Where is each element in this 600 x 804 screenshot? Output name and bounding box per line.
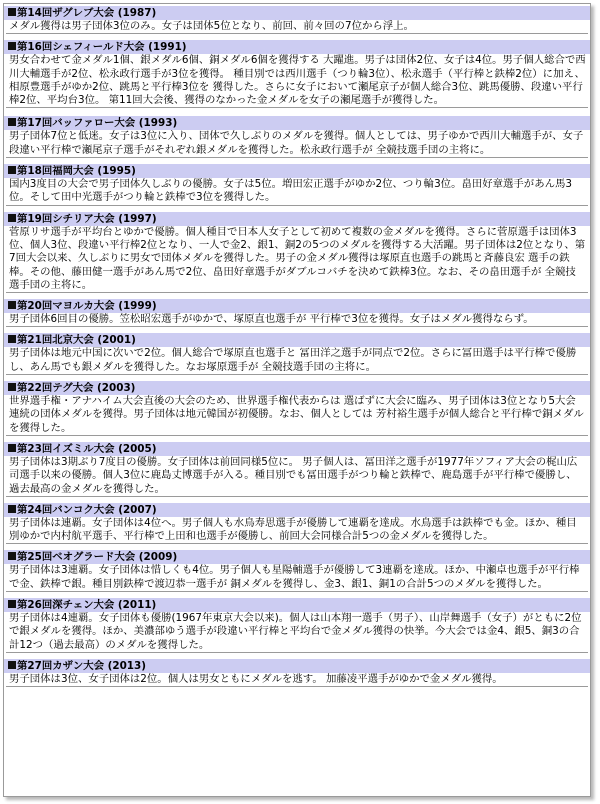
tournament-section [4,299,590,327]
section-header [4,40,590,54]
section-title: 第17回バッファロー大会 (1993) [17,117,178,130]
section-divider [6,107,588,108]
section-header [4,333,590,347]
section-divider [6,435,588,436]
section-title: 第16回シェフィールド大会 (1991) [17,41,187,54]
section-divider [6,157,588,158]
tournament-section [4,598,590,653]
section-title: 第24回バンコク大会 (2007) [17,503,157,516]
section-header [4,164,590,178]
section-title: 第26回深チェン大会 (2011) [17,599,157,612]
section-body: 男子団体は3連覇。女子団体は惜しくも4位。男子個人も星陽輔選手が優勝して3連覇を達成。ほか、中瀬卓也選手が平行棒で金、鉄棒で銀。種目別鉄棒で渡辺恭一選手が 銅メダルを獲得し、金3、銀1、銅1の合計5つのメダルを獲得した。 [9,564,580,590]
section-title: 第21回北京大会 (2001) [17,334,136,347]
section-divider [6,33,588,34]
square-bullet-icon [8,335,16,343]
section-divider [6,686,588,687]
section-body: 世界選手権・アナハイム大会直後の大会のため、世界選手権代表からは 選ばずに大会に臨み、男子団体は3位となり5大会連続の団体メダルを獲得。男子団体は地元韓国が初優勝。なお、個人としては 芳村裕生選手が個人総合と平行棒で銅メダルを獲得した。 [9,395,584,434]
tournament-section [4,381,590,436]
tournament-section [4,333,590,375]
tournament-section [4,503,590,545]
tournament-section [4,550,590,592]
section-divider [6,496,588,497]
section-header [4,550,590,564]
square-bullet-icon [8,661,16,669]
section-header [4,299,590,313]
section-title: 第18回福岡大会 (1995) [17,165,136,178]
section-header [4,212,590,226]
section-header [4,381,590,395]
section-header [4,442,590,456]
square-bullet-icon [8,166,16,174]
section-header [4,503,590,517]
section-title: 第19回シチリア大会 (1997) [17,212,157,225]
section-body: 菅原リサ選手が平均台とゆかで優勝。個人種目で日本人女子として初めて複数の金メダルを獲得。さらに菅原選手は団体3位、個人3位、段違い平行棒2位となり、一人で金2、銀1、銅2の5つのメダルを獲得する大活躍。男子団体は2位となり、第7回大会以来、久しぶりに男女で団体メダルを獲得した。男子の金メダル獲得は塚原直也選手の跳馬と斉藤良宏 選手の鉄棒。その他、藤田健一選手があん馬で2位、畠田好章選手がダブルコバチを決めて鉄棒3位。なお、その畠田選手が 全競技選手団の主将に。 [9,225,586,291]
square-bullet-icon [8,214,16,222]
section-header [4,6,590,20]
section-body: 男子団体6回目の優勝。笠松昭宏選手がゆかで、塚原直也選手が 平行棒で3位を獲得。女子はメダル獲得ならず。 [9,313,534,326]
section-list [4,6,590,687]
section-body: 男子団体7位と低迷。女子は3位に入り、団体で久しぶりのメダルを獲得。個人としては、男子ゆかで西川大輔選手が、女子段違い平行棒で瀬尾京子選手がそれぞれ銀メダルを獲得した。松永政行選手が 全競技選手団の主将に。 [9,130,584,156]
tournament-section [4,40,590,108]
section-body: 男子団体は3位、女子団体は2位。個人は男女ともにメダルを逃す。 加藤凌平選手がゆかで金メダル獲得。 [9,672,503,685]
section-divider [6,652,588,653]
tournament-section [4,659,590,687]
section-body: 男子団体は連覇。女子団体は4位へ。男子個人も水鳥寿思選手が優勝して連覇を達成。水鳥選手は鉄棒でも金。ほか、種目別ゆかで内村航平選手、平行棒で上田和也選手が優勝し、前回大会同様合計5つの金メダルを獲得した。 [9,516,577,543]
section-title: 第23回イズミル大会 (2005) [17,442,157,455]
section-divider [6,205,588,206]
square-bullet-icon [8,600,16,608]
section-header [4,116,590,130]
section-title: 第22回テグ大会 (2003) [17,382,136,395]
square-bullet-icon [8,8,16,16]
section-divider [6,374,588,375]
section-divider [6,292,588,293]
tournament-section [4,116,590,158]
document-frame [3,3,591,797]
square-bullet-icon [8,505,16,513]
section-title: 第14回ザグレブ大会 (1987) [17,7,157,19]
square-bullet-icon [8,383,16,391]
section-title: 第20回マヨルカ大会 (1999) [17,300,157,313]
square-bullet-icon [8,444,16,452]
section-header [4,659,590,673]
section-body: メダル獲得は男子団体3位のみ。女子は団体5位となり、前回、前々回の7位から浮上。 [9,20,414,32]
section-divider [6,591,588,592]
section-body: 男子団体は地元中国に次いで2位。個人総合で塚原直也選手と 冨田洋之選手が同点で2位。さらに冨田選手は平行棒で優勝し、あん馬でも銀メダルを獲得した。なお塚原選手が 全競技選手団の主将に。 [9,347,577,373]
section-divider [6,543,588,544]
section-body: 国内3度目の大会で男子団体久しぶりの優勝。女子は5位。増田宏正選手がゆか2位、つり輪3位。畠田好章選手があん馬3位。そして田中光選手がつり輪と鉄棒で3位を獲得した。 [9,178,572,204]
section-body: 男女合わせて金メダル1個、銀メダル6個、銅メダル6個を獲得する 大躍進。男子は団体2位、女子は4位。男子個人総合で西川大輔選手が2位、松永政行選手が3位を獲得。 種目別では西川選手（つり輪3位）、松永選手（平行棒と鉄棒2位）に加え、相原豊選手がゆか2位、跳馬と平行棒3位を 獲得した。さらに女子において瀬尾京子が個人総合3位、跳馬優勝、段違い平行棒2位、平均台3位。 第11回大会後、獲得のなかった金メダルを女子の瀬尾選手が獲得した。 [9,54,586,107]
tournament-section [4,164,590,206]
section-title: 第25回ベオグラード大会 (2009) [17,551,178,564]
section-body: 男子団体は3期ぶり7度目の優勝。女子団体は前回同様5位に。 男子個人は、冨田洋之選手が1977年ソフィア大会の梶山広司選手以来の優勝。個人3位に鹿島丈博選手が入る。種目別でも冨田選手がつり輪と鉄棒で、鹿島選手が平行棒で優勝し、過去最高の金メダルを獲得した。 [9,455,578,495]
tournament-section [4,6,590,34]
square-bullet-icon [8,301,16,309]
tournament-section [4,442,590,497]
section-divider [6,326,588,327]
tournament-section [4,212,590,293]
square-bullet-icon [8,118,16,126]
section-title: 第27回カザン大会 (2013) [17,659,147,672]
square-bullet-icon [8,42,16,50]
section-header [4,598,590,612]
section-body: 男子団体は4連覇。女子団体も優勝(1967年東京大会以来)。個人は山本翔一選手（男子）、山岸舞選手（女子）がともに2位で銀メダルを獲得。ほか、美濃部ゆう選手が段違い平行棒と平均台で金メダル獲得の快挙。今大会では金4、銀5、銅3の合計12つ（過去最高）のメダルを獲得した。 [9,612,582,651]
square-bullet-icon [8,552,16,560]
